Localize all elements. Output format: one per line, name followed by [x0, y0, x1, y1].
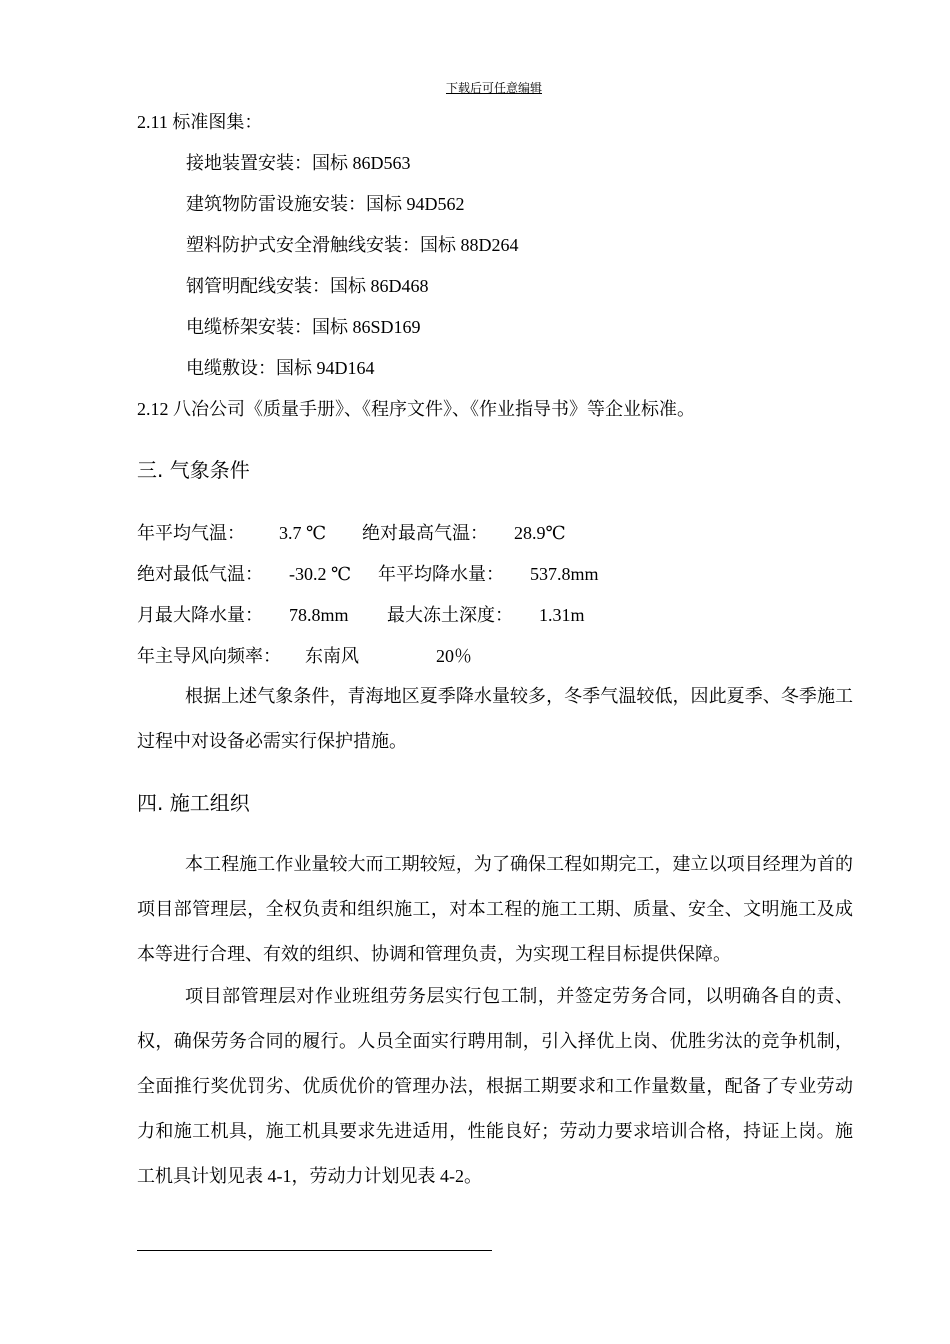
climate-value: 537.8mm — [530, 564, 599, 584]
climate-label: 月最大降水量： — [137, 605, 263, 625]
organization-paragraph: 项目部管理层对作业班组劳务层实行包工制，并签定劳务合同，以明确各自的责、权，确保劳务合同的履行。人员全面实行聘用制，引入择优上岗、优胜劣汰的竞争机制，全面推行奖优罚劣、优质优价的管理办法，根据工期要求和工作量数量，配备了专业劳动力和施工机具，施工机具要求先进适用，性能良好；劳动力要求培训合格，持证上岗。施工机具计划见表 4-1，劳动力计划见表 4-2。 — [137, 986, 853, 1186]
climate-label: 绝对最低气温： — [137, 564, 263, 584]
standard-item: 钢管明配线安装：国标 86D468 — [186, 276, 429, 296]
standard-item: 接地装置安装：国标 86D563 — [186, 153, 411, 173]
standard-item: 电缆桥架安装：国标 86SD169 — [186, 317, 421, 337]
organization-paragraph: 本工程施工作业量较大而工期较短，为了确保工程如期完工，建立以项目经理为首的项目部管理层，全权负责和组织施工，对本工程的施工工期、质量、安全、文明施工及成本等进行合理、有效的组织、协调和管理负责，为实现工程目标提供保障。 — [137, 854, 853, 964]
climate-value: 28.9℃ — [514, 523, 566, 543]
climate-value: 20％ — [436, 646, 472, 666]
climate-value: 3.7 ℃ — [279, 523, 327, 543]
standards-title: 2.11 标准图集： — [137, 112, 263, 132]
climate-label: 最大冻土深度： — [387, 605, 513, 625]
section-heading-climate: 三. 气象条件 — [137, 458, 250, 482]
climate-paragraph: 根据上述气象条件，青海地区夏季降水量较多，冬季气温较低，因此夏季、冬季施工过程中对设备必需实行保护措施。 — [137, 686, 853, 751]
enterprise-standards: 2.12 八冶公司《质量手册》、《程序文件》、《作业指导书》等企业标准。 — [137, 399, 695, 419]
climate-label: 年平均气温： — [137, 523, 245, 543]
standard-item: 电缆敷设：国标 94D164 — [186, 358, 375, 378]
climate-label: 绝对最高气温： — [362, 523, 488, 543]
standard-item: 塑料防护式安全滑触线安装：国标 88D264 — [186, 235, 519, 255]
climate-value: 东南风 — [305, 646, 359, 666]
climate-value: 1.31m — [539, 605, 585, 625]
climate-value: -30.2 ℃ — [289, 564, 352, 584]
section-heading-organization: 四. 施工组织 — [137, 791, 250, 815]
footnote-separator — [137, 1250, 492, 1251]
standard-item: 建筑物防雷设施安装：国标 94D562 — [186, 194, 465, 214]
climate-value: 78.8mm — [289, 605, 349, 625]
page-header: 下载后可任意编辑 — [445, 81, 542, 95]
climate-label: 年平均降水量： — [378, 564, 504, 584]
climate-label: 年主导风向频率： — [137, 646, 281, 666]
